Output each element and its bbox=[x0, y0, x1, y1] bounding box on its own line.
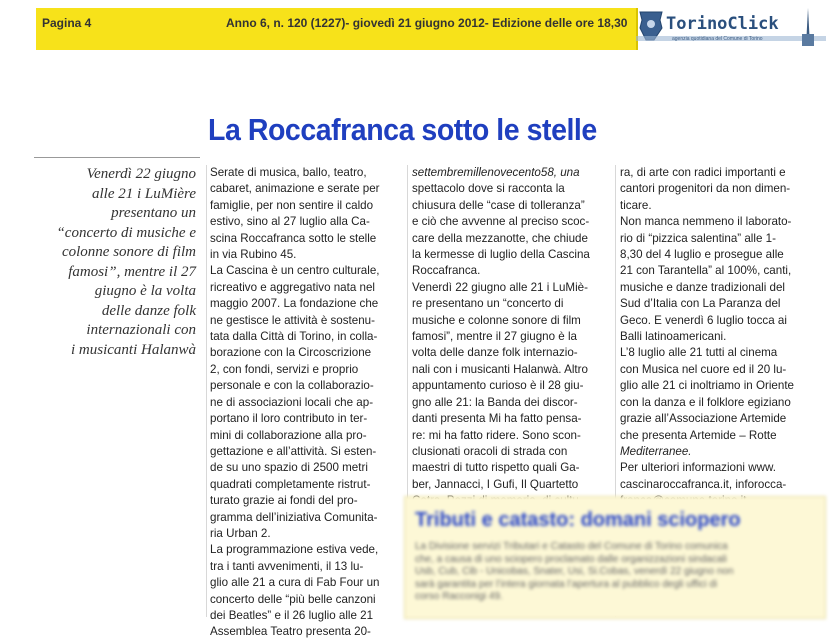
text-line: Venerdì 22 giugno alle 21 i LuMiè- bbox=[412, 280, 588, 294]
text-line: gno alle 21: la Banda dei discor- bbox=[412, 395, 578, 409]
text-line: portano il loro contributo in ter- bbox=[210, 412, 368, 426]
text-line: corso Racconigi 49. bbox=[415, 591, 503, 603]
pullquote-line: presentano un bbox=[111, 205, 196, 221]
text-line: Assemblea Teatro presenta 20- bbox=[210, 625, 371, 639]
text-line: ne gestisce le attività è sostenu- bbox=[210, 313, 375, 327]
text-line: clusionati oracoli di strada con bbox=[412, 444, 568, 458]
pullquote-divider bbox=[34, 157, 200, 158]
logo-subtitle: agenzia quotidiana del Comune di Torino bbox=[672, 36, 763, 42]
pullquote-line: alle 21 i LuMière bbox=[91, 185, 196, 202]
column-divider bbox=[206, 165, 207, 617]
text-line: dei Beatles” e il 26 luglio alle 21 bbox=[210, 608, 374, 622]
text-line: quadrati completamente ristrut- bbox=[210, 477, 371, 491]
pullquote-line: Venerdì 22 giugno bbox=[86, 166, 196, 182]
text-line: Geco. E venerdì 6 luglio tocca ai bbox=[620, 313, 787, 327]
text-line: appuntamento curioso è il 28 giu- bbox=[412, 379, 584, 393]
pullquote-line: i musicanti Halanwà bbox=[70, 341, 196, 358]
text-line: glio alle 21 a cura di Fab Four un bbox=[210, 576, 380, 590]
related-news-box[interactable] bbox=[404, 496, 826, 619]
text-line: L’8 luglio alle 21 tutti al cinema bbox=[620, 346, 778, 360]
text-line: La Divisione servizi Tributari e Catasto del Comune di Torino comunica bbox=[415, 541, 728, 552]
article-headline: La Roccafranca sotto le stelle bbox=[208, 112, 597, 147]
text-line: Balli latinoamericani. bbox=[620, 330, 727, 344]
pullquote-line: “concerto di musiche e bbox=[56, 224, 196, 241]
text-line: personale e con la collaborazio- bbox=[210, 379, 374, 393]
logo-title: TorinoClick bbox=[666, 14, 779, 34]
text-line: che presenta Artemide – Rotte bbox=[620, 428, 777, 442]
text-line: Mediterranee. bbox=[620, 444, 692, 458]
text-line: re: mi ha fatto ridere. Sono scon- bbox=[412, 428, 581, 442]
related-news-body bbox=[415, 541, 819, 604]
text-line: ber, Jannacci, I Gufi, Il Quartetto bbox=[412, 477, 579, 491]
text-line: e ciò che avvenne al preciso scoc- bbox=[412, 215, 590, 229]
text-line: settembremillenovecento58, una bbox=[412, 166, 580, 179]
text-line: 21 con Tarantella” al 100%, canti, bbox=[620, 264, 792, 278]
text-line: de su uno spazio di 2500 metri bbox=[210, 461, 368, 475]
page-header-bar bbox=[36, 8, 638, 50]
text-line: famiglie, per non sentire il caldo bbox=[210, 198, 374, 212]
text-line: Serate di musica, ballo, teatro, bbox=[210, 166, 367, 179]
pullquote-line: colonne sonore di film bbox=[61, 244, 196, 260]
text-line: Usb, Cub, Cib - Unicobas, Snater, Usi, Si.Cobas, venerdì 22 giugno non bbox=[415, 566, 734, 578]
text-line: ria Urban 2. bbox=[210, 526, 271, 540]
text-line: estivo, sino al 27 luglio alla Ca- bbox=[210, 215, 370, 229]
text-line: La Cascina è un centro culturale, bbox=[210, 264, 380, 278]
text-line: turato grazie ai fondi del pro- bbox=[210, 494, 358, 508]
article-column-2 bbox=[412, 165, 610, 510]
text-line: grazie all’Associazione Artemide bbox=[620, 412, 787, 426]
text-line: spettacolo dove si racconta la bbox=[412, 182, 565, 196]
pullquote-line: delle danze folk bbox=[101, 302, 196, 319]
page-number: Pagina 4 bbox=[42, 16, 92, 30]
text-line: cascinaroccafranca.it, inforocca- bbox=[620, 477, 787, 491]
related-news-title: Tributi e catasto: domani sciopero bbox=[415, 509, 741, 531]
text-line: glio alle 21 ci inoltriamo in Oriente bbox=[620, 379, 794, 393]
text-line: sarà garantita per l’intera giornata l’apertura al pubblico degli uffici di bbox=[415, 578, 718, 590]
pullquote-line: internazionali con bbox=[86, 322, 196, 338]
text-line: con Musica nel cuore ed il 20 lu- bbox=[620, 362, 787, 376]
text-line: Per ulteriori informazioni www. bbox=[620, 461, 776, 475]
text-line: Roccafranca. bbox=[412, 264, 481, 278]
text-line: tata dalla Città di Torino, in colla- bbox=[210, 330, 378, 344]
text-line: volta delle danze folk internazio- bbox=[412, 346, 578, 360]
text-line: La programmazione estiva vede, bbox=[210, 543, 379, 557]
text-line: musiche e danze tradizionali del bbox=[620, 280, 785, 294]
text-line: famosi”, mentre il 27 giugno è la bbox=[412, 330, 577, 344]
text-line: concerto delle “più belle canzoni bbox=[210, 592, 376, 606]
text-line: tra i tanti avvenimenti, il 13 lu- bbox=[210, 559, 364, 573]
pullquote-line: giugno è la volta bbox=[94, 283, 196, 299]
edition-info: Anno 6, n. 120 (1227)- giovedì 21 giugno 2012- Edizione delle ore 18,30 bbox=[226, 16, 628, 30]
pullquote-line: famosi”, mentre il 27 bbox=[68, 263, 196, 280]
text-line: musiche e colonne sonore di film bbox=[412, 313, 581, 327]
text-line: scina Roccafranca sotto le stelle bbox=[210, 231, 377, 245]
text-line: danti presenta Mi ha fatto pensa- bbox=[412, 412, 582, 426]
text-line: chiusura delle “case di tolleranza” bbox=[412, 198, 585, 212]
text-line: 8,30 del 4 luglio e prosegue alle bbox=[620, 248, 784, 262]
text-line: ra, di arte con radici importanti e bbox=[620, 166, 786, 179]
article-column-1 bbox=[210, 165, 402, 641]
text-line: nali con i musicanti Halanwà. Altro bbox=[412, 362, 588, 376]
text-line: ricreativo e aggregativo nata nel bbox=[210, 280, 375, 294]
text-line: re presentano un “concerto di bbox=[412, 297, 564, 311]
text-line: borazione con la Circoscrizione bbox=[210, 346, 372, 360]
text-line: maestri di tutto rispetto quali Ga- bbox=[412, 461, 580, 475]
text-line: Sud d’Italia con La Paranza del bbox=[620, 297, 781, 311]
text-line: care della mezzanotte, che chiude bbox=[412, 231, 588, 245]
text-line: gramma dell’iniziativa Comunita- bbox=[210, 510, 378, 524]
text-line: con la danza e il folklore egiziano bbox=[620, 395, 791, 409]
torinoclick-logo bbox=[636, 6, 826, 54]
text-line: ticare. bbox=[620, 198, 652, 212]
text-line: in via Rubino 45. bbox=[210, 248, 297, 262]
text-line: mini di collaborazione alla pro- bbox=[210, 428, 367, 442]
pullquote bbox=[34, 165, 196, 360]
text-line: cantori progenitori da non dimen- bbox=[620, 182, 791, 196]
text-line: che, a causa di uno sciopero proclamato dalle organizzazioni sindacali bbox=[415, 553, 727, 565]
text-line: rio di “pizzica salentina” alle 1- bbox=[620, 231, 776, 245]
text-line: cabaret, animazione e serate per bbox=[210, 182, 380, 196]
text-line: maggio 2007. La fondazione che bbox=[210, 297, 379, 311]
article-column-3 bbox=[620, 165, 820, 510]
text-line: 2, con fondi, servizi e proprio bbox=[210, 362, 359, 376]
text-line: gettazione e all’attività. Si esten- bbox=[210, 444, 377, 458]
text-line: Non manca nemmeno il laborato- bbox=[620, 215, 792, 229]
text-line: la kermesse di luglio della Cascina bbox=[412, 248, 590, 262]
text-line: ne di associazioni locali che ap- bbox=[210, 395, 374, 409]
